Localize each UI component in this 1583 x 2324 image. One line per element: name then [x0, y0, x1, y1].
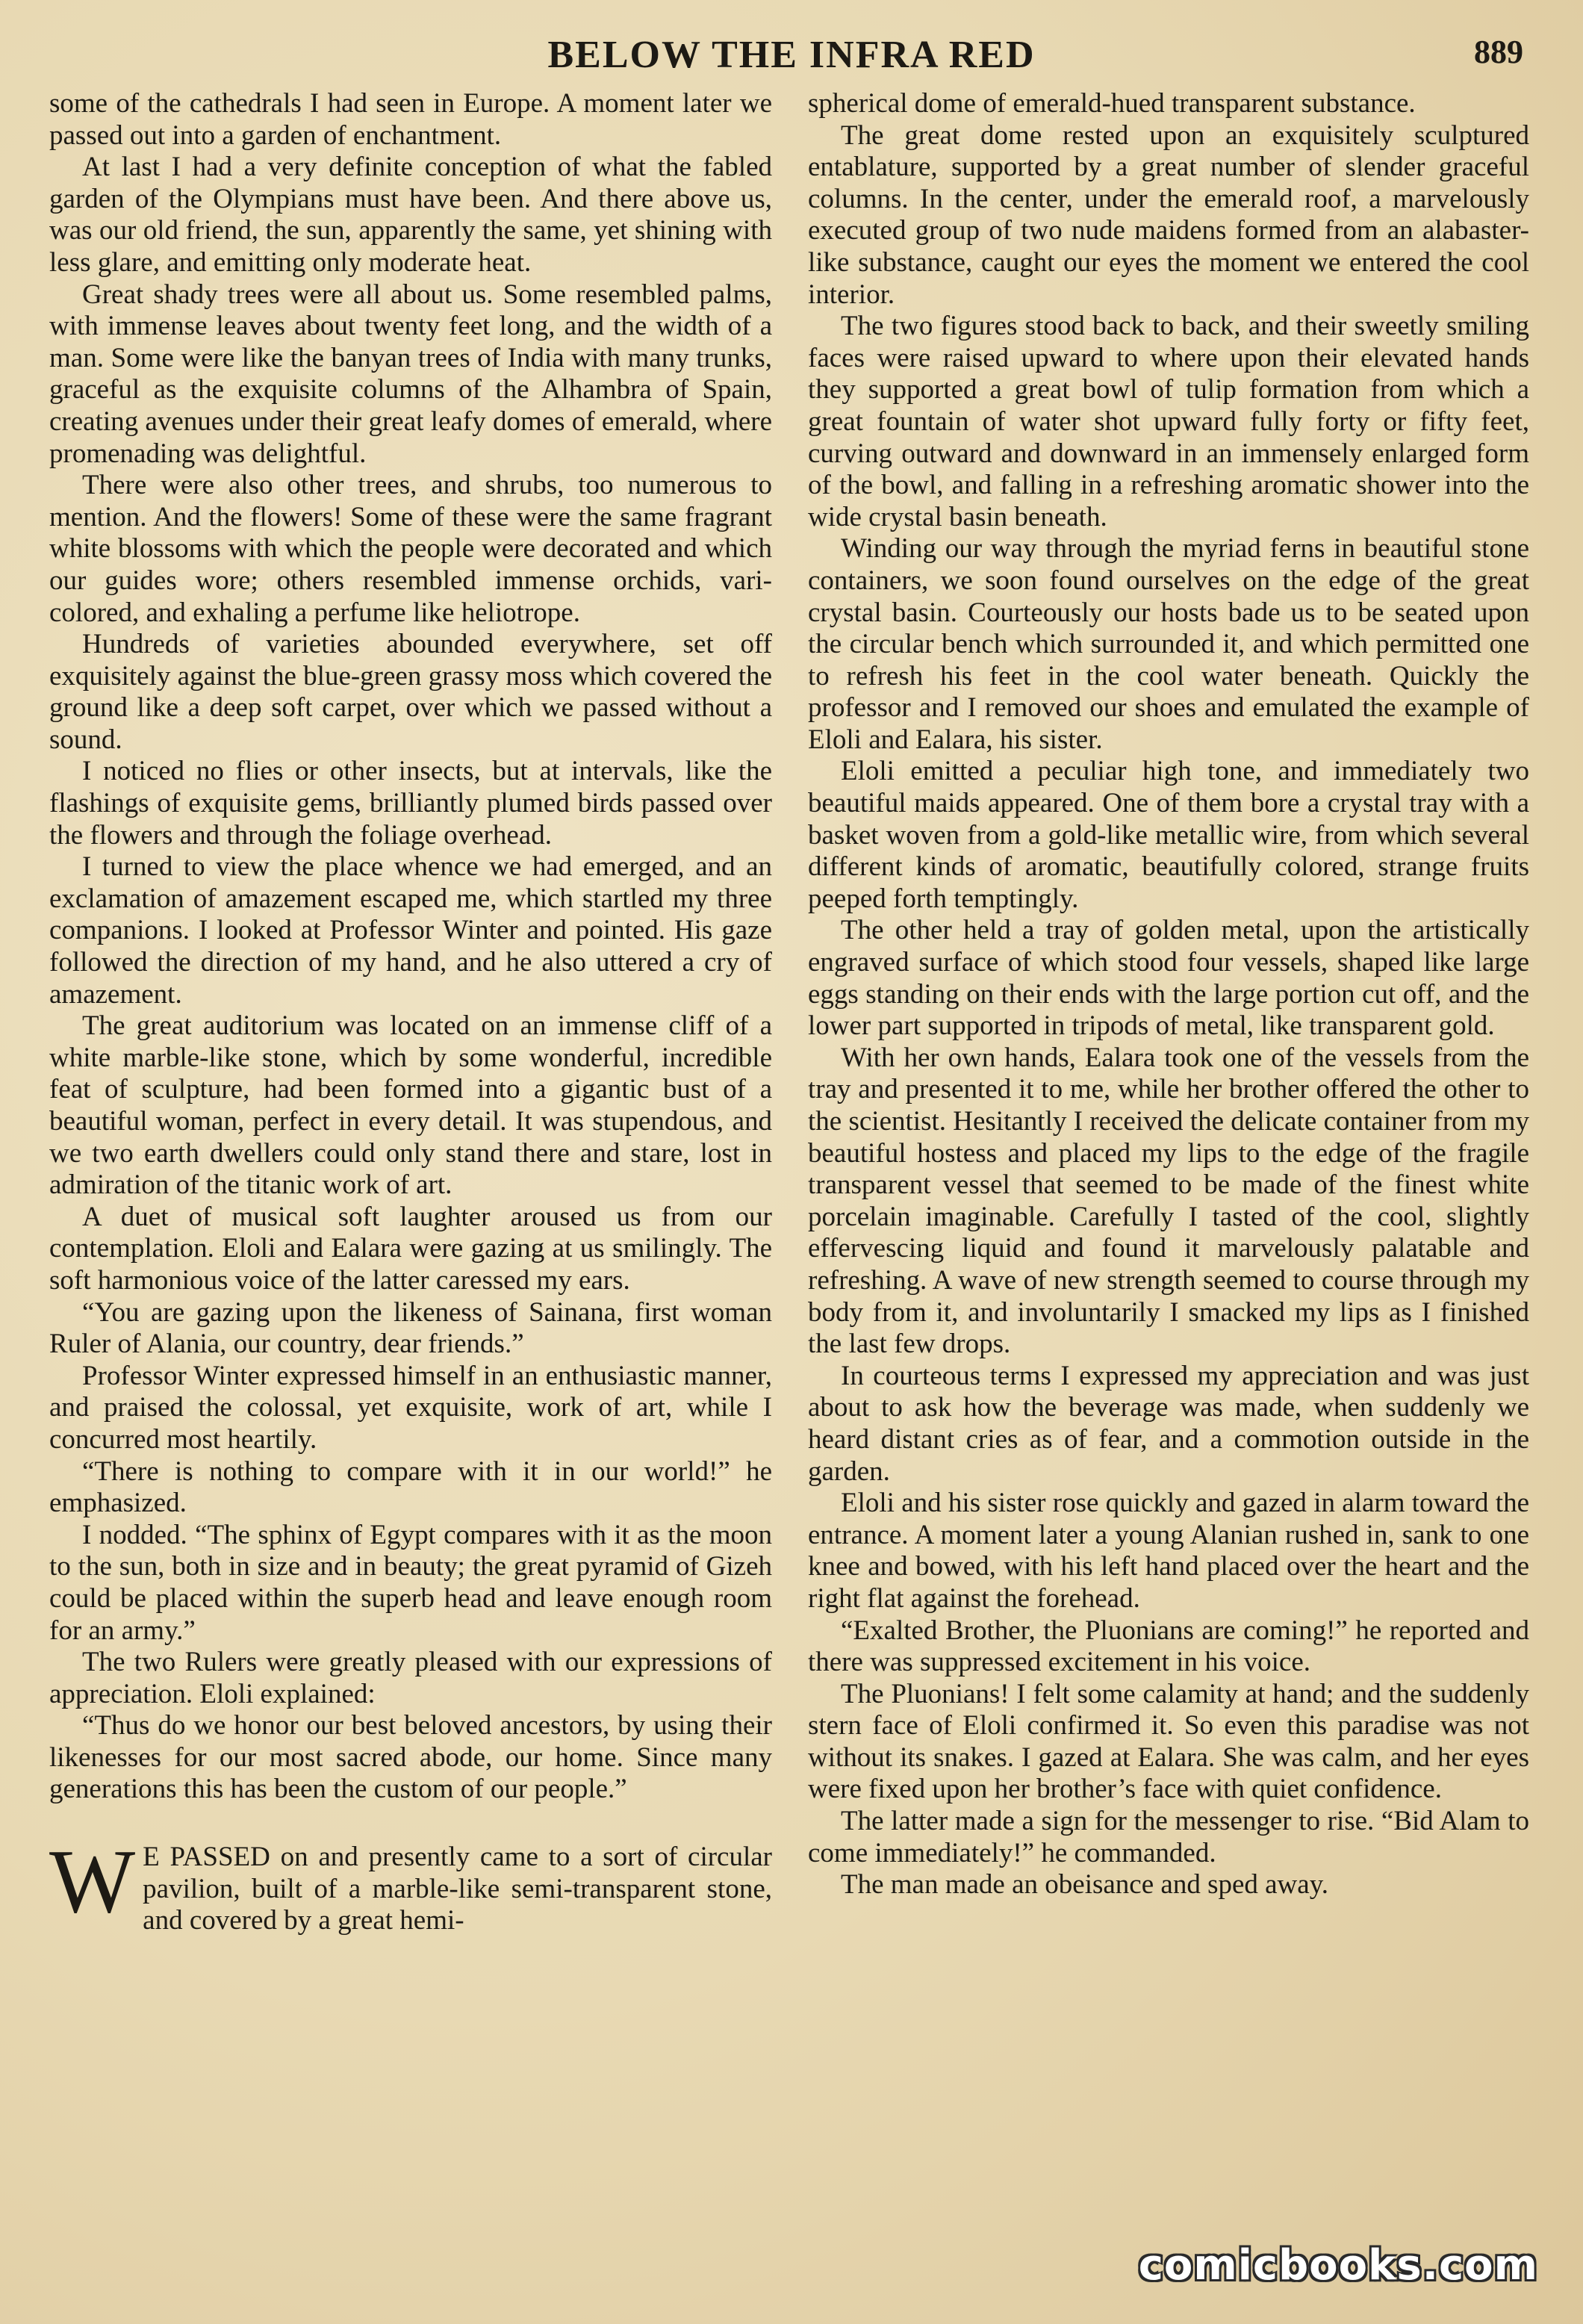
paragraph: “There is nothing to compare with it in our world!” he emphasized.	[49, 1455, 772, 1519]
running-head	[0, 28, 1583, 81]
page-number: 889	[1474, 34, 1523, 70]
running-title: BELOW THE INFRA RED	[547, 34, 1036, 76]
paragraph: Eloli emitted a peculiar high tone, and immediately two beautiful maids appeared. One of them bore a crystal tray with a basket woven from a gold-like metallic wire, from which several different kinds of aromatic, beautifully colored, strange fruits peeped forth temptingly.	[808, 756, 1529, 914]
paragraph: Eloli and his sister rose quickly and gazed in alarm toward the entrance. A moment later a young Alanian rushed in, sank to one knee and bowed, with his left hand placed over the heart and the right flat against the forehead.	[808, 1488, 1529, 1614]
section-opening-paragraph	[49, 1831, 772, 1937]
paragraph: In courteous terms I expressed my appreciation and was just about to ask how the beverage was made, when suddenly we heard distant cries as of fear, and a commotion outside in the garden.	[808, 1360, 1529, 1487]
paragraph: Winding our way through the myriad ferns in beautiful stone containers, we soon found ourselves on the edge of the great crystal basin. Courteously our hosts bade us to be seated upon the circular bench which surrounded it, and which permitted one to refresh his feet in the cool water beneath. Quickly the professor and I removed our shoes and emulated the example of Eloli and Ealara, his sister.	[808, 533, 1529, 755]
right-column	[808, 88, 1529, 2299]
paragraph: Hundreds of varieties abounded everywhere, set off exquisitely against the blue-green grassy moss which covered the ground like a deep soft carpet, over which we passed without a sound.	[49, 629, 772, 755]
paragraph: “You are gazing upon the likeness of Sainana, first woman Ruler of Alania, our country, dear friends.”	[49, 1296, 772, 1360]
site-watermark: comicbooks.com	[1138, 2241, 1538, 2290]
paragraph: “Exalted Brother, the Pluonians are coming!” he reported and there was suppressed excitement in his voice.	[808, 1615, 1529, 1678]
paragraph: The latter made a sign for the messenger to rise. “Bid Alam to come immediately!” he commanded.	[808, 1806, 1529, 1868]
paragraph: spherical dome of emerald-hued transparent substance.	[808, 88, 1416, 119]
paragraph: The Pluonians! I felt some calamity at hand; and the suddenly stern face of Eloli confirmed it. So even this paradise was not without its snakes. I gazed at Ealara. She was calm, and her eyes were fixed upon her brother’s face with quiet confidence.	[808, 1678, 1529, 1805]
paragraph: With her own hands, Ealara took one of the vessels from the tray and presented it to me, while her brother offered the other to the scientist. Hesitantly I received the delicate container from my beautiful hostess and placed my lips to the edge of the fragile transparent vessel that seemed to be made of the finest white porcelain imaginable. Carefully I tasted of the cool, slightly effervescing liquid and found it marvelously palatable and refreshing. A wave of new strength seemed to course through my body from it, and involuntarily I smacked my lips as I finished the last few drops.	[808, 1042, 1529, 1360]
paragraph: Professor Winter expressed himself in an enthusiastic manner, and praised the colossal, yet exquisite, work of art, while I concurred most heartily.	[49, 1360, 772, 1455]
left-column	[49, 88, 772, 2299]
paragraph: The man made an obeisance and sped away.	[841, 1869, 1329, 1901]
paragraph: There were also other trees, and shrubs, too numerous to mention. And the flowers! Some of these were the same fragrant white blossoms with which the people were decorated and which our guides wore; others resembled immense orchids, vari-colored, and exhaling a perfume like heliotrope.	[49, 470, 772, 628]
paragraph: The two Rulers were greatly pleased with our expressions of appreciation. Eloli explained:	[49, 1647, 772, 1709]
paragraph: A duet of musical soft laughter aroused us from our contemplation. Eloli and Ealara were gazing at us smilingly. The soft harmonious voice of the latter caressed my ears.	[49, 1201, 772, 1296]
section-break	[49, 1806, 772, 1842]
paragraph: The other held a tray of golden metal, upon the artistically engraved surface of which stood four vessels, shaped like large eggs standing on their ends with the large portion cut off, and the lower part supported in tripods of metal, like transparent gold.	[808, 915, 1529, 1042]
paragraph: I noticed no flies or other insects, but at intervals, like the flashings of exquisite gems, brilliantly plumed birds passed over the flowers and through the foliage overhead.	[49, 756, 772, 851]
paragraph: I nodded. “The sphinx of Egypt compares with it as the moon to the sun, both in size and in beauty; the great pyramid of Gizeh could be placed within the superb head and leave enough room for an army.”	[49, 1519, 772, 1646]
paragraph: Great shady trees were all about us. Some resembled palms, with immense leaves about twenty feet long, and the width of a man. Some were like the banyan trees of India with many trunks, graceful as the exquisite columns of the Alhambra of Spain, creating avenues under their great leafy domes of emerald, where promenading was delightful.	[49, 279, 772, 469]
drop-cap: W	[49, 1831, 136, 1933]
paragraph: The great auditorium was located on an immense cliff of a white marble-like stone, which by some wonderful, incredible feat of sculpture, had been formed into a gigantic bust of a beautiful woman, perfect in every detail. It was stupendous, and we two earth dwellers could only stand there and stare, lost in admiration of the titanic work of art.	[49, 1010, 772, 1201]
paragraph: The two figures stood back to back, and their sweetly smiling faces were raised upward to where upon their elevated hands they supported a great bowl of tulip formation from which a great fountain of water shot upward fully forty or fifty feet, curving outward and downward in an immensely enlarged form of the bowl, and falling in a refreshing aromatic shower into the wide crystal basin beneath.	[808, 311, 1529, 532]
paragraph: some of the cathedrals I had seen in Europe. A moment later we passed out into a garden of enchantment.	[49, 88, 772, 151]
paragraph: I turned to view the place whence we had emerged, and an exclamation of amazement escaped me, which startled my three companions. I looked at Professor Winter and pointed. His gaze followed the direction of my hand, and he also uttered a cry of amazement.	[49, 851, 772, 1010]
paragraph: At last I had a very definite conception of what the fabled garden of the Olympians must have been. And there above us, was our old friend, the sun, apparently the same, yet shining with less glare, and emitting only moderate heat.	[49, 152, 772, 278]
paragraph: The great dome rested upon an exquisitely sculptured entablature, supported by a great number of slender graceful columns. In the center, under the emerald roof, a marvelously executed group of two nude maidens formed from an alabaster-like substance, caught our eyes the moment we entered the cool interior.	[808, 119, 1529, 310]
section-text: on and presently came to a sort of circular pavilion, built of a marble-like semi-transparent stone, and covered by a great hemi-	[143, 1842, 772, 1936]
paragraph: “Thus do we honor our best beloved ancestors, by using their likenesses for our most sacred abode, our home. Since many generations this has been the custom of our people.”	[49, 1710, 772, 1805]
section-lead-in: E PASSED	[143, 1842, 270, 1873]
